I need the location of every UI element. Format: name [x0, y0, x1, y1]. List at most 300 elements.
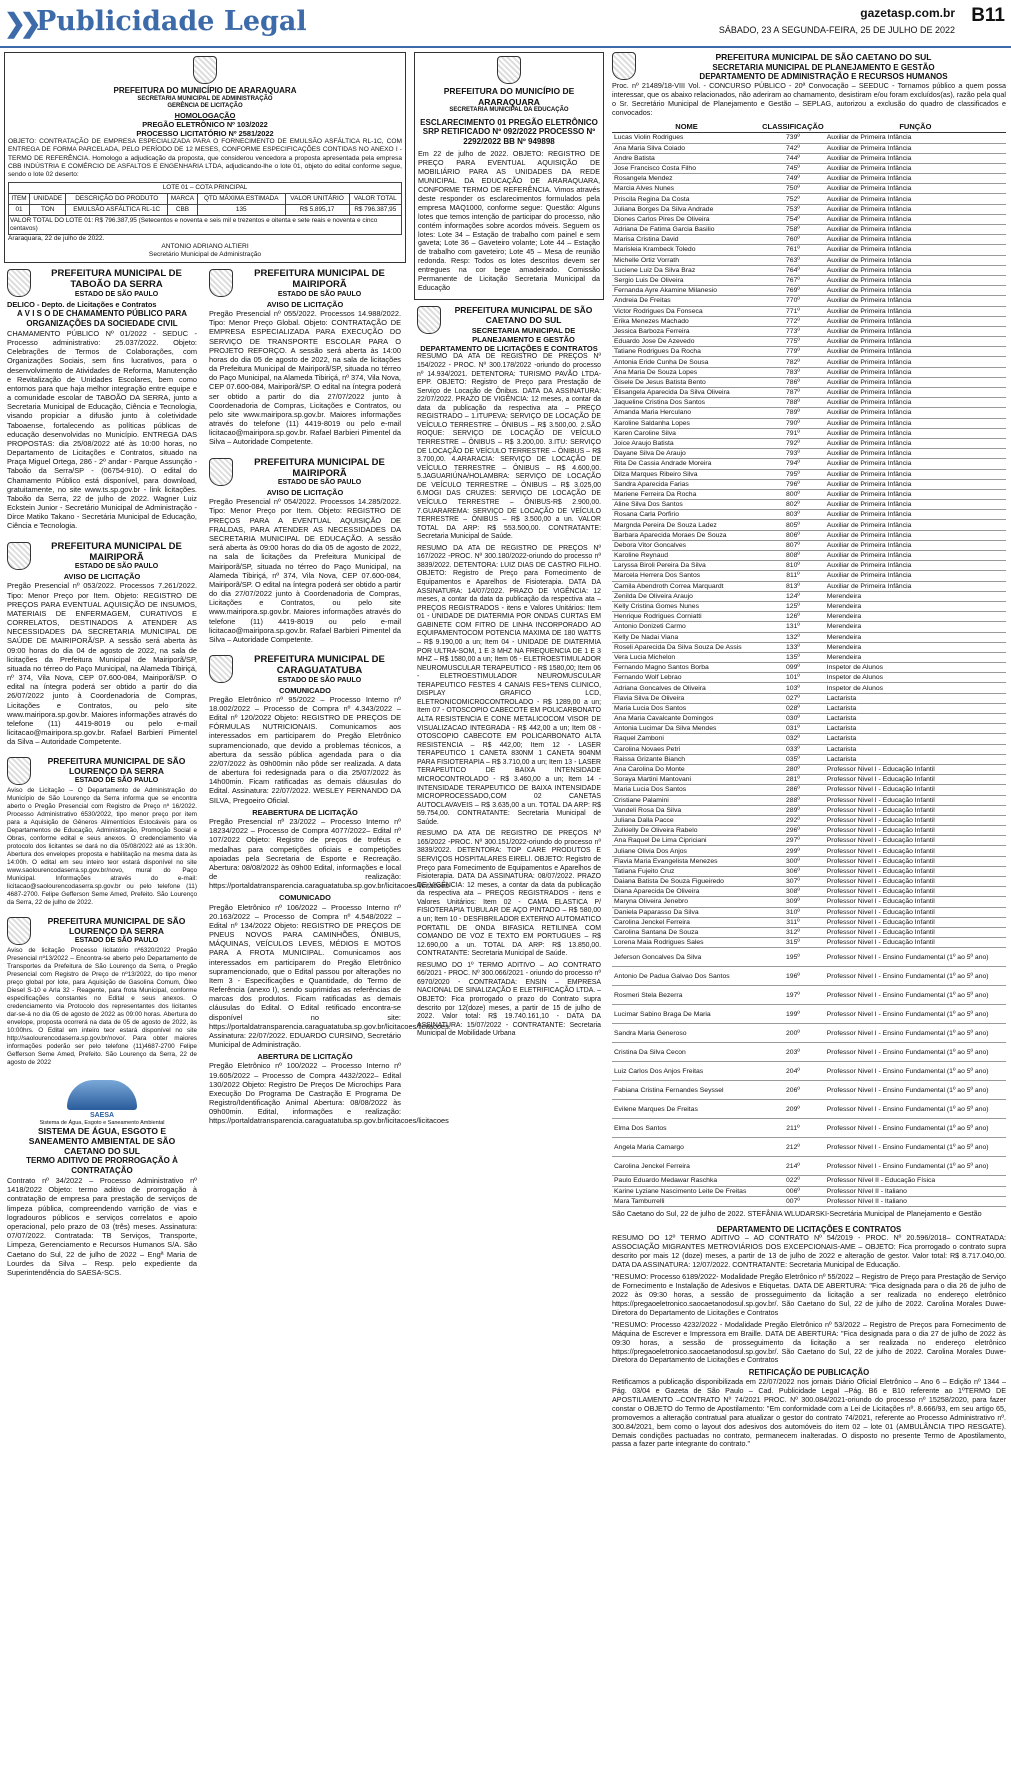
- notice-sao-lourenco-1: [4, 756, 200, 910]
- table-row: [612, 795, 1006, 805]
- table-title: LOTE 01 – COTA PRINCIPAL: [9, 183, 402, 194]
- cell-role: Professor Nivel I - Educação Infantil: [825, 917, 1006, 927]
- table-row: [612, 612, 1006, 622]
- table-row: [612, 265, 1006, 275]
- cell-name: Juliane Olivia Dos Anjos: [612, 846, 761, 856]
- table-row: [612, 275, 1006, 285]
- cell-role: Merendeira: [825, 622, 1006, 632]
- cell-name: Fernando Magno Santos Borba: [612, 663, 761, 673]
- cell-name: Soraya Martini Mantovani: [612, 775, 761, 785]
- cell-role: Auxiliar de Primeira Infância: [825, 398, 1006, 408]
- cell-name: Marisa Cristina David: [612, 235, 761, 245]
- table-header: FUNÇÃO: [825, 121, 1006, 133]
- table-row: [612, 1138, 1006, 1157]
- cell-classification: 300º: [761, 856, 825, 866]
- table-header: CLASSIFICAÇÃO: [762, 122, 824, 132]
- coat-of-arms-icon: [612, 52, 636, 80]
- notice-subtitle: SECRETARIA MUNICIPAL DE ADMINISTRAÇÃO: [137, 95, 273, 102]
- cell-role: Professor Nivel I - Ensino Fundamental (1º ao 5º ano): [825, 1119, 1006, 1138]
- cell-classification: 775º: [761, 337, 825, 347]
- table-row: [612, 642, 1006, 652]
- table-row: [612, 530, 1006, 540]
- cell-role: Lactarista: [825, 754, 1006, 764]
- table-row: [612, 714, 1006, 724]
- coat-of-arms-icon: [7, 757, 31, 785]
- notice-signature: São Caetano do Sul, 22 de julho de 2022. STEFÂNIA WLUDARSKI-Secretária Municipal de Planejamento e Gestão: [612, 1208, 982, 1218]
- notice-subtitle: ESTADO DE SÃO PAULO: [277, 676, 362, 684]
- table-row: [612, 764, 1006, 774]
- notice-mairipora-3: [206, 457, 404, 648]
- table-row: [612, 581, 1006, 591]
- cell-classification: 791º: [761, 428, 825, 438]
- site-url[interactable]: gazetasp.com.br: [860, 6, 955, 20]
- notice-title: PREFEITURA MUNICIPAL DE MAIRIPORÃ: [254, 268, 385, 291]
- table-header: VALOR UNITÁRIO: [285, 194, 349, 205]
- table-row: [612, 561, 1006, 571]
- table-row: [612, 398, 1006, 408]
- cell-name: Vera Lucia Michelon: [612, 652, 761, 662]
- cell-classification: 195º: [761, 948, 825, 967]
- notice-heading: AVISO DE LICITAÇÃO: [266, 488, 344, 498]
- cell-classification: 764º: [761, 265, 825, 275]
- cell-classification: 783º: [761, 367, 825, 377]
- cell-name: Diana Aparecida De Oliveira: [612, 887, 761, 897]
- cell-name: Amanda Maria Herculano: [612, 408, 761, 418]
- cell-role: Professor Nivel I - Ensino Fundamental (1º ao 5º ano): [825, 1062, 1006, 1081]
- cell-name: Adriana Goncalves de Oliveira: [612, 683, 761, 693]
- cell-classification: 030º: [761, 714, 825, 724]
- notice-heading: COMUNICADO: [279, 685, 331, 695]
- cell-classification: 761º: [761, 245, 825, 255]
- table-row: [612, 1081, 1006, 1100]
- cell-name: Antonio Donizeti Carmo: [612, 622, 761, 632]
- notice-araraquara-esclarecimento: [414, 52, 604, 300]
- notice-title: PREFEITURA MUNICIPAL DE MAIRIPORÃ: [254, 456, 385, 479]
- table-header: ITEM: [9, 194, 30, 205]
- cell-classification: 744º: [761, 153, 825, 163]
- notice-body: Pregão Presencial nº 055/2022. Processos 14.988/2022. Tipo: Menor Preço Global. Objeto: CONTRATAÇÃO DE EMPRESA ESPECIALIZADA PARA EXECUÇÃO DO SERVIÇO DE TRANSPORTE ESCOLAR PARA O PROJETO REFORÇO. A sessão será aberta às 14:00 horas do dia 05 de agosto de 2022, na sala de licitações da Prefeitura Municipal de Mairiporã/SP, situada no térreo do Paço Municipal, na Alameda Tibiriçá, nº 374, Vila Nova, CEP 07.600-084, Mairiporã/SP. O edital na íntegra poderá ser obtido a partir do dia 27/07/2022 junto à Coordenadoria de Compras, Licitações e Contratos, ou pelo site www.mairipora.sp.gov.br. Maiores informações através do telefone (11) 4419-8019 ou pelo e-mail licitacao@mairipora.sp.gov.br. Rafael Barbieri Pimentel da Silva – Autoridade Competente.: [209, 309, 401, 447]
- cell-role: Auxiliar de Primeira Infância: [825, 214, 1006, 224]
- notice-sao-caetano-licitacoes: [612, 1225, 1006, 1450]
- cell-classification: 211º: [761, 1119, 825, 1138]
- cell-role: Merendeira: [825, 601, 1006, 611]
- cell-role: Auxiliar de Primeira Infância: [825, 143, 1006, 153]
- notice-body: Pregão Presencial nº 054/2022. Processos 14.285/2022. Tipo: Menor Preço por Item. Objeto: REGISTRO DE PREÇOS PARA A EVENTUAL AQUISIÇÃO DE FRALDAS, PARA ATENDER AS NECESSIDADES DA SECRETARIA MUNICIPAL DE EDUCAÇÃO. A sessão será aberta às 09:00 horas do dia 05 de agosto de 2022, na sala de licitações da Prefeitura Municipal de Mairiporã/SP, situada no térreo do Paço Municipal, na Alameda Tibiriçá, nº 374, Vila Nova, CEP 07.600-084, Mairiporã/SP. O edital na íntegra poderá ser obtido a partir do dia 27/07/2022 junto à Coordenadoria de Compras, Licitações e Contratos, ou pelo site www.mairipora.sp.gov.br. Maiores informações através do telefone (11) 4419-8019 ou pelo e-mail licitacao@mairipora.sp.gov.br. Rafael Barbieri Pimentel da Silva – Autoridade Competente.: [209, 497, 401, 644]
- notice-title: PREFEITURA MUNICIPAL DE CARAGUATATUBA: [254, 654, 385, 676]
- signature-role: Secretário Municipal de Administração: [148, 251, 262, 259]
- notice-heading: REABERTURA DE LICITAÇÃO: [252, 807, 358, 817]
- cell-role: Auxiliar de Primeira Infância: [825, 133, 1006, 143]
- cell-role: Professor Nivel I - Educação Infantil: [825, 785, 1006, 795]
- table-row: [612, 693, 1006, 703]
- cell-classification: 750º: [761, 184, 825, 194]
- cell-role: Professor Nivel I - Educação Infantil: [825, 815, 1006, 825]
- notice-subtitle: DEPARTAMENTO DE ADMINISTRAÇÃO E RECURSOS HUMANOS: [699, 72, 948, 82]
- notice-body: Pregão Presencial nº 053/2022. Processos 7.261/2022. Tipo: Menor Preço por Item. Objeto: REGISTRO DE PREÇOS PARA EVENTUAL AQUISIÇÃO DE INSUMOS, MATERIAIS DE ENFERMAGEM, CURATIVOS E CORRELATOS, DESTINADOS A ATENDER AS NECESSIDADES DA SECRETARIA MUNICIPAL DE SAÚDE DE MAIRIPORÃ/SP. A sessão será aberta às 09:00 horas do dia 04 de agosto de 2022, na sala de licitações da Prefeitura Municipal de Mairiporã/SP, situada no térreo do Paço Municipal, na Alameda Tibiriçá, nº 374, Vila Nova, CEP 07.600-084, Mairiporã/SP. O edital na íntegra poderá ser obtido a partir do dia 26/07/2022 junto à Coordenadoria de Compras, Licitações e Contratos, ou pelo site www.mairipora.sp.gov.br. Maiores informações através do telefone (11) 4419-8019 ou pelo e-mail licitacao@mairipora.sp.gov.br. Rafael Barbieri Pimentel da Silva – Autoridade Competente.: [7, 581, 197, 747]
- cell-role: Auxiliar de Primeira Infância: [825, 510, 1006, 520]
- cell-name: Priscila Regina Da Costa: [612, 194, 761, 204]
- cell-classification: 792º: [761, 438, 825, 448]
- cell-role: Professor Nível II - Italiano: [825, 1186, 1006, 1196]
- cell-role: Auxiliar de Primeira Infância: [825, 184, 1006, 194]
- cell-name: Paulo Eduardo Medawar Raschka: [612, 1176, 761, 1186]
- cell-role: Professor Nivel I - Educação Infantil: [825, 877, 1006, 887]
- cell-classification: 311º: [761, 917, 825, 927]
- notice-body: Aviso de licitação Processo licitatório nº6320/2022 Pregão Presencial nº13/2022 – Encontra-se aberto pelo Departamento de Transportes da Prefeitura de São Lourenço da Serra, o Pregão Presencial com Registro de Preço de nº13/2022, do tipo menor preço global por lote, para Aquisição de Gasolina Comum, Óleo Diesel S-10 e Arla 32 - Reagente, para frota Municipal, conforme especificações constantes no Edital e seus anexos. O credenciamento via Protocolo dos representantes dos licitantes dar-se-á no dia 05 de agosto de 2022 as 09:00 horas. Abertura do envelope, proposta ocorrerá na data de 05 de agosto de 2022, às 10:00hrs. O Edital em inteiro teor estará disponível no site http://saolourencodaserra.sp.gov.br/novo/. Para obter maiores informações poderão ser pelo telefone (11)4687-2700 Felipe Gefferson Seme Amed, Prefeito. São Lourenço da Serra, 22 de agosto de 2022: [7, 947, 197, 1066]
- cell-classification: 124º: [761, 591, 825, 601]
- page-number: B11: [971, 5, 1005, 26]
- table-row: [612, 408, 1006, 418]
- table-row: [612, 296, 1006, 306]
- cell-name: Tatiane Rodrigues Da Rocha: [612, 347, 761, 357]
- table-cell: R$ 796.387,95: [349, 205, 401, 216]
- cell-name: Marisleia Krambeck Toledo: [612, 245, 761, 255]
- cell-role: Auxiliar de Primeira Infância: [825, 296, 1006, 306]
- cell-role: Professor Nivel I - Educação Infantil: [825, 805, 1006, 815]
- cell-name: Rosangela Mendez: [612, 174, 761, 184]
- cell-classification: 805º: [761, 520, 825, 530]
- cell-role: Professor Nivel I - Ensino Fundamental (1º ao 5º ano): [825, 1024, 1006, 1043]
- cell-name: Rosmeri Stela Bezerra: [612, 986, 761, 1005]
- cell-classification: 022º: [761, 1176, 825, 1186]
- table-row: [612, 1176, 1006, 1186]
- coat-of-arms-icon: [497, 56, 521, 84]
- cell-role: Lactarista: [825, 744, 1006, 754]
- cell-name: Kelly De Nadai Viana: [612, 632, 761, 642]
- cell-classification: 782º: [761, 357, 825, 367]
- coat-of-arms-icon: [209, 458, 233, 486]
- cell-role: Auxiliar de Primeira Infância: [825, 194, 1006, 204]
- notice-body: "RESUMO: Processo 4232/2022 - Modalidade Pregão Eletrônico nº 53/2022 – Registro de Preços para Fornecimento de Máquina de Escrever e Impressora em Braille. DATA DE ABERTURA: "Fica designada para o dia 27 de julho de 2022 às 09:30 horas, a sessão de prosseguimento da licitação a ser realizada no endereço eletrônico https://pregaoeletronico.saocaetanodosul.sp.gov.br/. São Caetano do Sul, 22 de julho de 2022. Carolina Morales Duwe-Diretora do Departamento de Licitações e Contratos: [612, 1319, 1006, 1365]
- notice-araraquara-homologacao: [4, 52, 406, 263]
- table-row: [612, 805, 1006, 815]
- table-row: [612, 469, 1006, 479]
- table-row: [612, 510, 1006, 520]
- cell-role: Auxiliar de Primeira Infância: [825, 255, 1006, 265]
- cell-role: Professor Nivel I - Educação Infantil: [825, 795, 1006, 805]
- table-row: [612, 836, 1006, 846]
- table-row: [612, 897, 1006, 907]
- cell-role: Auxiliar de Primeira Infância: [825, 153, 1006, 163]
- table-row: [612, 938, 1006, 948]
- notice-taboao: [4, 268, 200, 534]
- notice-subtitle: SECRETARIA MUNICIPAL DE PLANEJAMENTO E GESTÃO: [471, 325, 576, 344]
- cell-role: Professor Nivel I - Educação Infantil: [825, 866, 1006, 876]
- coat-of-arms-icon: [7, 269, 31, 297]
- cell-name: Fernando Wolf Lebrao: [612, 673, 761, 683]
- cell-role: Professor Nível II - Educação Física: [825, 1176, 1006, 1186]
- cell-role: Auxiliar de Primeira Infância: [825, 316, 1006, 326]
- notice-saesa: [4, 1077, 200, 1281]
- cell-role: Professor Nivel I - Educação Infantil: [825, 826, 1006, 836]
- signature-name: ANTONIO ADRIANO ALTIERI: [161, 243, 249, 251]
- cell-classification: 752º: [761, 194, 825, 204]
- notice-heading: HOMOLOGAÇÃO: [174, 110, 236, 120]
- cell-classification: 033º: [761, 744, 825, 754]
- notice-title: PREFEITURA MUNICIPAL DE SÃO CAETANO DO SUL: [715, 52, 932, 62]
- cell-name: Margnda Pereira De Souza Ladez: [612, 520, 761, 530]
- cell-classification: 312º: [761, 927, 825, 937]
- notice-subtitle: ESTADO DE SÃO PAULO: [74, 776, 159, 784]
- table-row: [612, 540, 1006, 550]
- notice-subtitle: SECRETARIA MUNICIPAL DA EDUCAÇÃO: [449, 107, 569, 114]
- cell-name: Debora Vitor Goncalves: [612, 540, 761, 550]
- table-row: [612, 632, 1006, 642]
- cell-classification: 769º: [761, 286, 825, 296]
- notice-body: Retificamos a publicação disponibilizada em 22/07/2022 nos jornais Diário Oficial Eletrônico – Ano 6 – Edição nº 1344 –Pág. 03/04 e Gazeta de São Paulo – Cad. Publicidade Legal –Pág. B6 e B10 referente ao 1ºTERMO DE APOSTILAMENTO –CONTRATO Nº 74/2021 PROC. Nº 300.084/2021-oriundo do processo nº 15258/2020, para fazer constar o OBJETO do Termo de Apostilamento: "Em conformidade com a Lei de Licitações nº. 8.666/93, em seu artigo 65, promovemos a alteração contratual para atualizar o gestor do contrato 74/2021, referente ao Processo Administrativo nº. 300.84/2021, bem como o layout dos adesivos dos automóveis do item 02 – lote 01 (AMBULÂNCIA TIPO RESGATE). Demais condições pactuadas no contrato, permanecem inalteradas. O disposto no presente Termo de Apostilamento, passa a fazer parte integrante do contrato.": [612, 1377, 1006, 1449]
- cell-name: Camila Abendroth Correa Marquardt: [612, 581, 761, 591]
- notice-heading: COMUNICADO: [279, 893, 331, 903]
- table-header: QTD MÁXIMA ESTIMADA: [197, 194, 285, 205]
- cell-name: Angela Maria Camargo: [612, 1138, 761, 1157]
- table-row: [612, 204, 1006, 214]
- cell-name: Mariene Ferreira Da Rocha: [612, 489, 761, 499]
- cell-classification: 031º: [761, 724, 825, 734]
- table-row: [612, 1196, 1006, 1206]
- notice-title: PREFEITURA MUNICIPAL DE SÃO LOURENÇO DA SERRA: [47, 756, 186, 777]
- notice-dept: DELICO - Depto. de Licitações e Contratos: [7, 299, 157, 309]
- cell-classification: 787º: [761, 388, 825, 398]
- table-row: [612, 663, 1006, 673]
- table-row: [612, 1043, 1006, 1062]
- cell-name: Victor Rodrigues Da Fonseca: [612, 306, 761, 316]
- table-row: [612, 245, 1006, 255]
- cell-name: Lucimar Sabino Braga De Maria: [612, 1005, 761, 1024]
- table-row: [612, 153, 1006, 163]
- cell-classification: 214º: [761, 1157, 825, 1176]
- cell-role: Professor Nivel I - Educação Infantil: [825, 846, 1006, 856]
- table-row: [612, 388, 1006, 398]
- table-row: [612, 948, 1006, 967]
- table-row: [612, 225, 1006, 235]
- cell-role: Professor Nivel I - Educação Infantil: [825, 907, 1006, 917]
- cell-role: Auxiliar de Primeira Infância: [825, 388, 1006, 398]
- cell-name: Antonia Lucimar Da Silva Mendes: [612, 724, 761, 734]
- cell-role: Merendeira: [825, 612, 1006, 622]
- cell-classification: 103º: [761, 683, 825, 693]
- cell-classification: 758º: [761, 225, 825, 235]
- cell-role: Professor Nivel I - Educação Infantil: [825, 856, 1006, 866]
- page-header: [0, 0, 1011, 48]
- cell-classification: 796º: [761, 479, 825, 489]
- cell-role: Professor Nivel I - Ensino Fundamental (1º ao 5º ano): [825, 1157, 1006, 1176]
- cell-classification: 007º: [761, 1196, 825, 1206]
- table-row: [612, 1005, 1006, 1024]
- cell-name: Raquel Zamboni: [612, 734, 761, 744]
- table-row: [9, 205, 402, 216]
- cell-classification: 767º: [761, 275, 825, 285]
- cell-role: Professor Nivel I - Educação Infantil: [825, 927, 1006, 937]
- coat-of-arms-icon: [7, 542, 31, 570]
- table-row: [612, 214, 1006, 224]
- notice-body: "RESUMO: Processo 6189/2022- Modalidade Pregão Eletrônico nº 55/2022 – Registro de Preço para Prestação de Serviço de Fornecimento e Instalação de Adesivos e Etiquetas. DATA DE ABERTURA: "Fica designada para o dia 26 de julho de 2022 às 09:30 horas, a sessão de prosseguimento da licitação a ser realizada no endereço eletrônico https://pregaoeletronico.saocaetanodosul.sp.gov.br/. São Caetano do Sul, 22 de julho de 2022. Carolina Morales Duwe-Diretora do Departamento de Licitações e Contratos: [612, 1272, 1006, 1317]
- cell-name: Karoline Reynaud: [612, 551, 761, 561]
- cell-name: Marcia Alves Nunes: [612, 184, 761, 194]
- cell-name: Carolina Jenckel Ferreira: [612, 917, 761, 927]
- table-cell: TON: [29, 205, 66, 216]
- cell-role: Merendeira: [825, 652, 1006, 662]
- cell-name: Tatiana Fujeito Cruz: [612, 866, 761, 876]
- cell-classification: 760º: [761, 235, 825, 245]
- table-header: MARCA: [167, 194, 197, 205]
- cell-role: Professor Nivel I - Ensino Fundamental (1º ao 5º ano): [825, 986, 1006, 1005]
- cell-classification: 794º: [761, 459, 825, 469]
- cell-role: Auxiliar de Primeira Infância: [825, 326, 1006, 336]
- table-row: [612, 316, 1006, 326]
- cell-classification: 296º: [761, 826, 825, 836]
- cell-role: Auxiliar de Primeira Infância: [825, 418, 1006, 428]
- notice-sao-caetano-atas: [414, 305, 604, 1043]
- table-row: [612, 1100, 1006, 1119]
- table-row: [612, 724, 1006, 734]
- cell-role: Auxiliar de Primeira Infância: [825, 449, 1006, 459]
- cell-name: Ana Maria Silva Coiado: [612, 143, 761, 153]
- cell-role: Lactarista: [825, 714, 1006, 724]
- cell-name: Carolina Novaes Petri: [612, 744, 761, 754]
- cell-name: Elma Dos Santos: [612, 1119, 761, 1138]
- cell-name: Carolina Jenckel Ferreira: [612, 1157, 761, 1176]
- cell-role: Professor Nivel I - Educação Infantil: [825, 897, 1006, 907]
- cell-role: Auxiliar de Primeira Infância: [825, 204, 1006, 214]
- logo-subtitle: Sistema de Água, Esgoto e Saneamento Ambiental: [39, 1120, 165, 1127]
- cell-role: Professor Nivel I - Ensino Fundamental (1º ao 5º ano): [825, 1100, 1006, 1119]
- cell-name: Luciene Luiz Da Silva Braz: [612, 265, 761, 275]
- notice-body: Em 22 de julho de 2022. OBJETO: REGISTRO DE PREÇO PARA EVENTUAL AQUISIÇÃO DE MOBILIÁRIO PARA AS UNIDADES DA REDE MUNICIPAL DA EDUCAÇÃO DE ARARAQUARA, CONFORME TERMO DE REFERÊNCIA. Vimos através deste responder os esclarecimentos formulados pela empresa MAQ1000, conforme segue: Questão: Alguns lotes que temos intenção de participar do processo, não contém informações sobre acordos móveis. Seguem os lotes: Lote 34 – Estação de trabalho com painel e sem gaveta; Lote 36 – Gaveteiro volante; Lote 44 – Estação de trabalho com gaveteiro; Lote 45 – Mesa de reunião redonda. Resp: Todos os lotes descritos devem ser entregues na cor bege amadeirado. Comissão Permanente de Licitação Secretaria Municipal da Educação: [418, 149, 600, 293]
- notice-heading: AVISO DE LICITAÇÃO: [63, 572, 141, 582]
- cell-role: Auxiliar de Primeira Infância: [825, 265, 1006, 275]
- notice-sao-caetano-concurso: [612, 52, 1006, 1219]
- notice-subtitle: ESTADO DE SÃO PAULO: [74, 937, 159, 945]
- cell-role: Lactarista: [825, 734, 1006, 744]
- cell-name: Flavia Maria Evangelista Menezes: [612, 856, 761, 866]
- cell-role: Auxiliar de Primeira Infância: [825, 489, 1006, 499]
- notice-caraguatatuba: [206, 654, 451, 1130]
- cell-classification: 006º: [761, 1186, 825, 1196]
- cell-classification: 289º: [761, 805, 825, 815]
- cell-role: Inspetor de Alunos: [825, 683, 1006, 693]
- table-row: [612, 520, 1006, 530]
- cell-name: Jessica Barboza Ferreira: [612, 326, 761, 336]
- notice-body: CHAMAMENTO PÚBLICO Nº 01/2022 - SEDUC - Processo administrativo: 25.037/2022. Objeto: Celebrações de Termos de Colaborações, com Organizações Sociais, sem fins lucrativos, para o desenvolvimento de Atividades de Reforma, Manutenção e Revitalização de Unidades Escolares, bem como entornos para que haja melhor integração entre equipe e a comunidade escolar de TABOÃO DA SERRA, junto a Secretaria Municipal de Educação, Ciência e Tecnologia, visando propiciar a difusão junto à coletividade Taboaense, fortalecendo as políticas públicas de educação desenvolvidas no Município. ENTREGA DAS PROPOSTAS: dia 25/08/2022 até às 10:00 horas, no Departamento de Licitações e Contratos, situado na Praça Miguel Ortega, 286 - 2º andar - Parque Assunção - Taboão da Serra/SP - (06754-910). O edital do Chamamento Público está disponível, para download, gratuitamente, no site www.ts.sp.gov.br - link licitações. Taboão da Serra, 22 de julho de 2022. Wagner Luiz Eckstein Junior - Secretário Municipal de Administração - Dirce Matiko Takano - Secretária Municipal de Educação, Ciência e Tecnologia.: [7, 328, 197, 531]
- cell-classification: 199º: [761, 1005, 825, 1024]
- table-row: [612, 438, 1006, 448]
- cell-classification: 808º: [761, 551, 825, 561]
- cell-name: Dilza Marques Ribeiro Silva: [612, 469, 761, 479]
- cell-classification: 315º: [761, 938, 825, 948]
- table-row: [612, 255, 1006, 265]
- coat-of-arms-icon: [193, 56, 217, 84]
- table-row: [612, 489, 1006, 499]
- cell-name: Zulkielly De Oliveira Rabelo: [612, 826, 761, 836]
- notice-subtitle: GERÊNCIA DE LICITAÇÃO: [167, 103, 243, 110]
- table-row: [612, 744, 1006, 754]
- notice-heading: PREGÃO ELETRÔNICO Nº 103/2022: [142, 119, 268, 129]
- table-row: [612, 133, 1006, 143]
- issue-date: SÁBADO, 23 A SEGUNDA-FEIRA, 25 DE JULHO DE 2022: [718, 25, 955, 35]
- cell-role: Professor Nivel I - Ensino Fundamental (1º ao 5º ano): [825, 1005, 1006, 1024]
- table-row: [612, 1119, 1006, 1138]
- cell-classification: 789º: [761, 408, 825, 418]
- table-row: [612, 551, 1006, 561]
- table-row: [612, 866, 1006, 876]
- notice-mairipora-2: [206, 268, 404, 450]
- table-row: [612, 377, 1006, 387]
- cell-name: Jose Francisco Costa Filho: [612, 163, 761, 173]
- saesa-logo: [67, 1080, 137, 1110]
- cell-classification: 101º: [761, 673, 825, 683]
- table-row: [612, 1024, 1006, 1043]
- cell-classification: 196º: [761, 967, 825, 986]
- notice-heading: RETIFICAÇÃO DE PUBLICAÇÃO: [748, 1368, 870, 1378]
- cell-classification: 802º: [761, 500, 825, 510]
- cell-name: Daiana Batista De Souza Figueiredo: [612, 877, 761, 887]
- cell-classification: 786º: [761, 377, 825, 387]
- cell-name: Lucas Violin Rodrigues: [612, 133, 761, 143]
- cell-classification: 203º: [761, 1043, 825, 1062]
- cell-classification: 204º: [761, 1062, 825, 1081]
- cell-role: Merendeira: [825, 632, 1006, 642]
- table-row: [612, 815, 1006, 825]
- cell-classification: 745º: [761, 163, 825, 173]
- notice-title: PREFEITURA MUNICIPAL DE TABOÃO DA SERRA: [51, 268, 182, 291]
- notice-body: RESUMO DO 12º TERMO ADITIVO – AO CONTRATO Nº 54/2019 - PROC. Nº 20.596/2018– CONTRATADA: ASSOCIAÇÃO MIGRANTES METROVIÁRIOS DOS EXCEPCIONAIS-AME – OBJETO: Fica prorrogado o contrato supra descrito por mais 12 (doze) meses, a partir de 13 de julho de 2022 e alteração de gestor. Valor total: R$ 8.717.040,00. DATA DA ASSINATURA: 12/07/2022. CONTRATANTE: Secretaria Municipal de Educação.: [612, 1233, 1006, 1270]
- cell-classification: 795º: [761, 469, 825, 479]
- table-cell: R$ 5.895,17: [285, 205, 349, 216]
- table-row: [612, 163, 1006, 173]
- cell-role: Auxiliar de Primeira Infância: [825, 530, 1006, 540]
- notice-body: Pregão Eletrônico nº 100/2022 – Processo Interno nº 19.605/2022 – Processo de Compra 4432/2022– Edital 130/2022 Objeto: Registro De Preços De Microchips Para Execução Do Programa De Castração E Programa De Registro/Identificação Animal Abertura: 08/08/2022 às 09h00min. Edital, informações e realização: https://portaldatransparencia.caraguatatuba.sp.gov.br/licitacoes/licitacoes: [209, 1061, 449, 1126]
- cell-classification: 803º: [761, 510, 825, 520]
- notice-place-date: Araraquara, 22 de julho de 2022.: [8, 234, 105, 242]
- table-row: [612, 917, 1006, 927]
- coat-of-arms-icon: [209, 269, 233, 297]
- cell-role: Auxiliar de Primeira Infância: [825, 500, 1006, 510]
- notice-subtitle: ESTADO DE SÃO PAULO: [74, 563, 159, 571]
- cell-classification: 280º: [761, 764, 825, 774]
- cell-classification: 126º: [761, 612, 825, 622]
- cell-name: Ana Maria De Souza Lopes: [612, 367, 761, 377]
- cell-classification: 299º: [761, 846, 825, 856]
- notice-body: Aviso de Licitação – O Departamento de Administração do Município de São Lourenço da Serra informa que se encontra aberto o Pregão Presencial com Registro de Preço nº 16/2022. Processo Administrativo 6530/2022, tipo menor preço por item para a Aquisição de Gêneros Alimentícios Estocáveis para os Departamentos de Educação, Administração, Promoção Social e Obras, conforme edital e seus anexos. O credenciamento via protocolo dos licitantes se dará no dia 05/08/2022 até as 13:30h. Abertura dos envelopes proposta e habilitação na mesma data às 14:00h. O edital em seu inteiro teor estará disponível no site www.saolourencodaserra.sp.gov.br/novo, mural do Paço Municipal. Informações através do e-mail: licitacao@saolourencodaserra.sp.gov.br ou pelo telefone (11) 4687-2700. Felipe Gefferson Seme Amed, Prefeito. São Lourenço da Serra, 22 de julho de 2022.: [7, 787, 197, 906]
- cell-name: Eduardo Jose De Azevedo: [612, 337, 761, 347]
- cell-role: Auxiliar de Primeira Infância: [825, 561, 1006, 571]
- table-total: VALOR TOTAL DO LOTE 01: R$ 796.387,95 (Setecentos e noventa e seis mil e trezentos e oitenta e sete reais e noventa e cinco centavos): [9, 215, 402, 234]
- cell-role: Merendeira: [825, 642, 1006, 652]
- column-1: [4, 52, 451, 1287]
- notice-subtitle: DEPARTAMENTO DE LICITAÇÕES E CONTRATOS: [420, 344, 598, 354]
- notice-sao-lourenco-2: [4, 916, 200, 1070]
- notice-body: Proc. nº 21489/18-VIII Vol. - CONCURSO PÚBLICO - 20ª Convocação – SEEDUC - Tornamos público a quem possa interessar, que os abaixo relacionados, não aderiram ao chamamento, desistiram e/ou foram excluídos(as), razão pela qual o Sr. Secretário Municipal de Planejamento e Gestão – SEPLAG, autorizou a exclusão do quadro de classificados e convocados:: [612, 81, 1006, 118]
- cell-role: Auxiliar de Primeira Infância: [825, 275, 1006, 285]
- notice-title: SISTEMA DE ÁGUA, ESGOTO E SANEAMENTO AMBIENTAL DE SÃO CAETANO DO SUL: [28, 1126, 176, 1156]
- notice-heading: ESCLARECIMENTO 01 PREGÃO ELETRÔNICO SRP RETIFICADO Nº 092/2022 PROCESSO Nº 2292/2022 BB Nº 949898: [420, 117, 598, 147]
- cell-classification: 800º: [761, 489, 825, 499]
- table-row: [612, 1186, 1006, 1196]
- cell-classification: 292º: [761, 815, 825, 825]
- notice-title: PREFEITURA MUNICIPAL DE SÃO CAETANO DO SUL: [454, 304, 593, 325]
- cell-classification: 763º: [761, 255, 825, 265]
- cell-role: Auxiliar de Primeira Infância: [825, 408, 1006, 418]
- table-row: [612, 184, 1006, 194]
- cell-name: Karen Caroline Silva: [612, 428, 761, 438]
- cell-role: Auxiliar de Primeira Infância: [825, 459, 1006, 469]
- cell-name: Andre Batista: [612, 153, 761, 163]
- table-row: [612, 1062, 1006, 1081]
- table-row: [612, 967, 1006, 986]
- notice-body: RESUMO DO 1º TERMO ADITIVO – AO CONTRATO 66/2021 - PROC. Nº 300.066/2021 - oriundo do processo nº 6970/2020 - CONTRATADA: ENSIN – EMPRESA NACIONAL DE SINALIZAÇÃO E ELETRIFICAÇÃO LTDA. – OBJETO: Fica prorrogado o prazo do Contrato supra descrito por 12(doze) meses, a partir de 15 de julho de 2022. Valor total: R$ 19.740.161,10 - DATA DA ASSINATURA: 15/07/2022 - CONTRATANTE: Secretaria Municipal de Mobilidade Urbana: [417, 961, 601, 1038]
- cell-role: Auxiliar de Primeira Infância: [825, 357, 1006, 367]
- table-row: [612, 286, 1006, 296]
